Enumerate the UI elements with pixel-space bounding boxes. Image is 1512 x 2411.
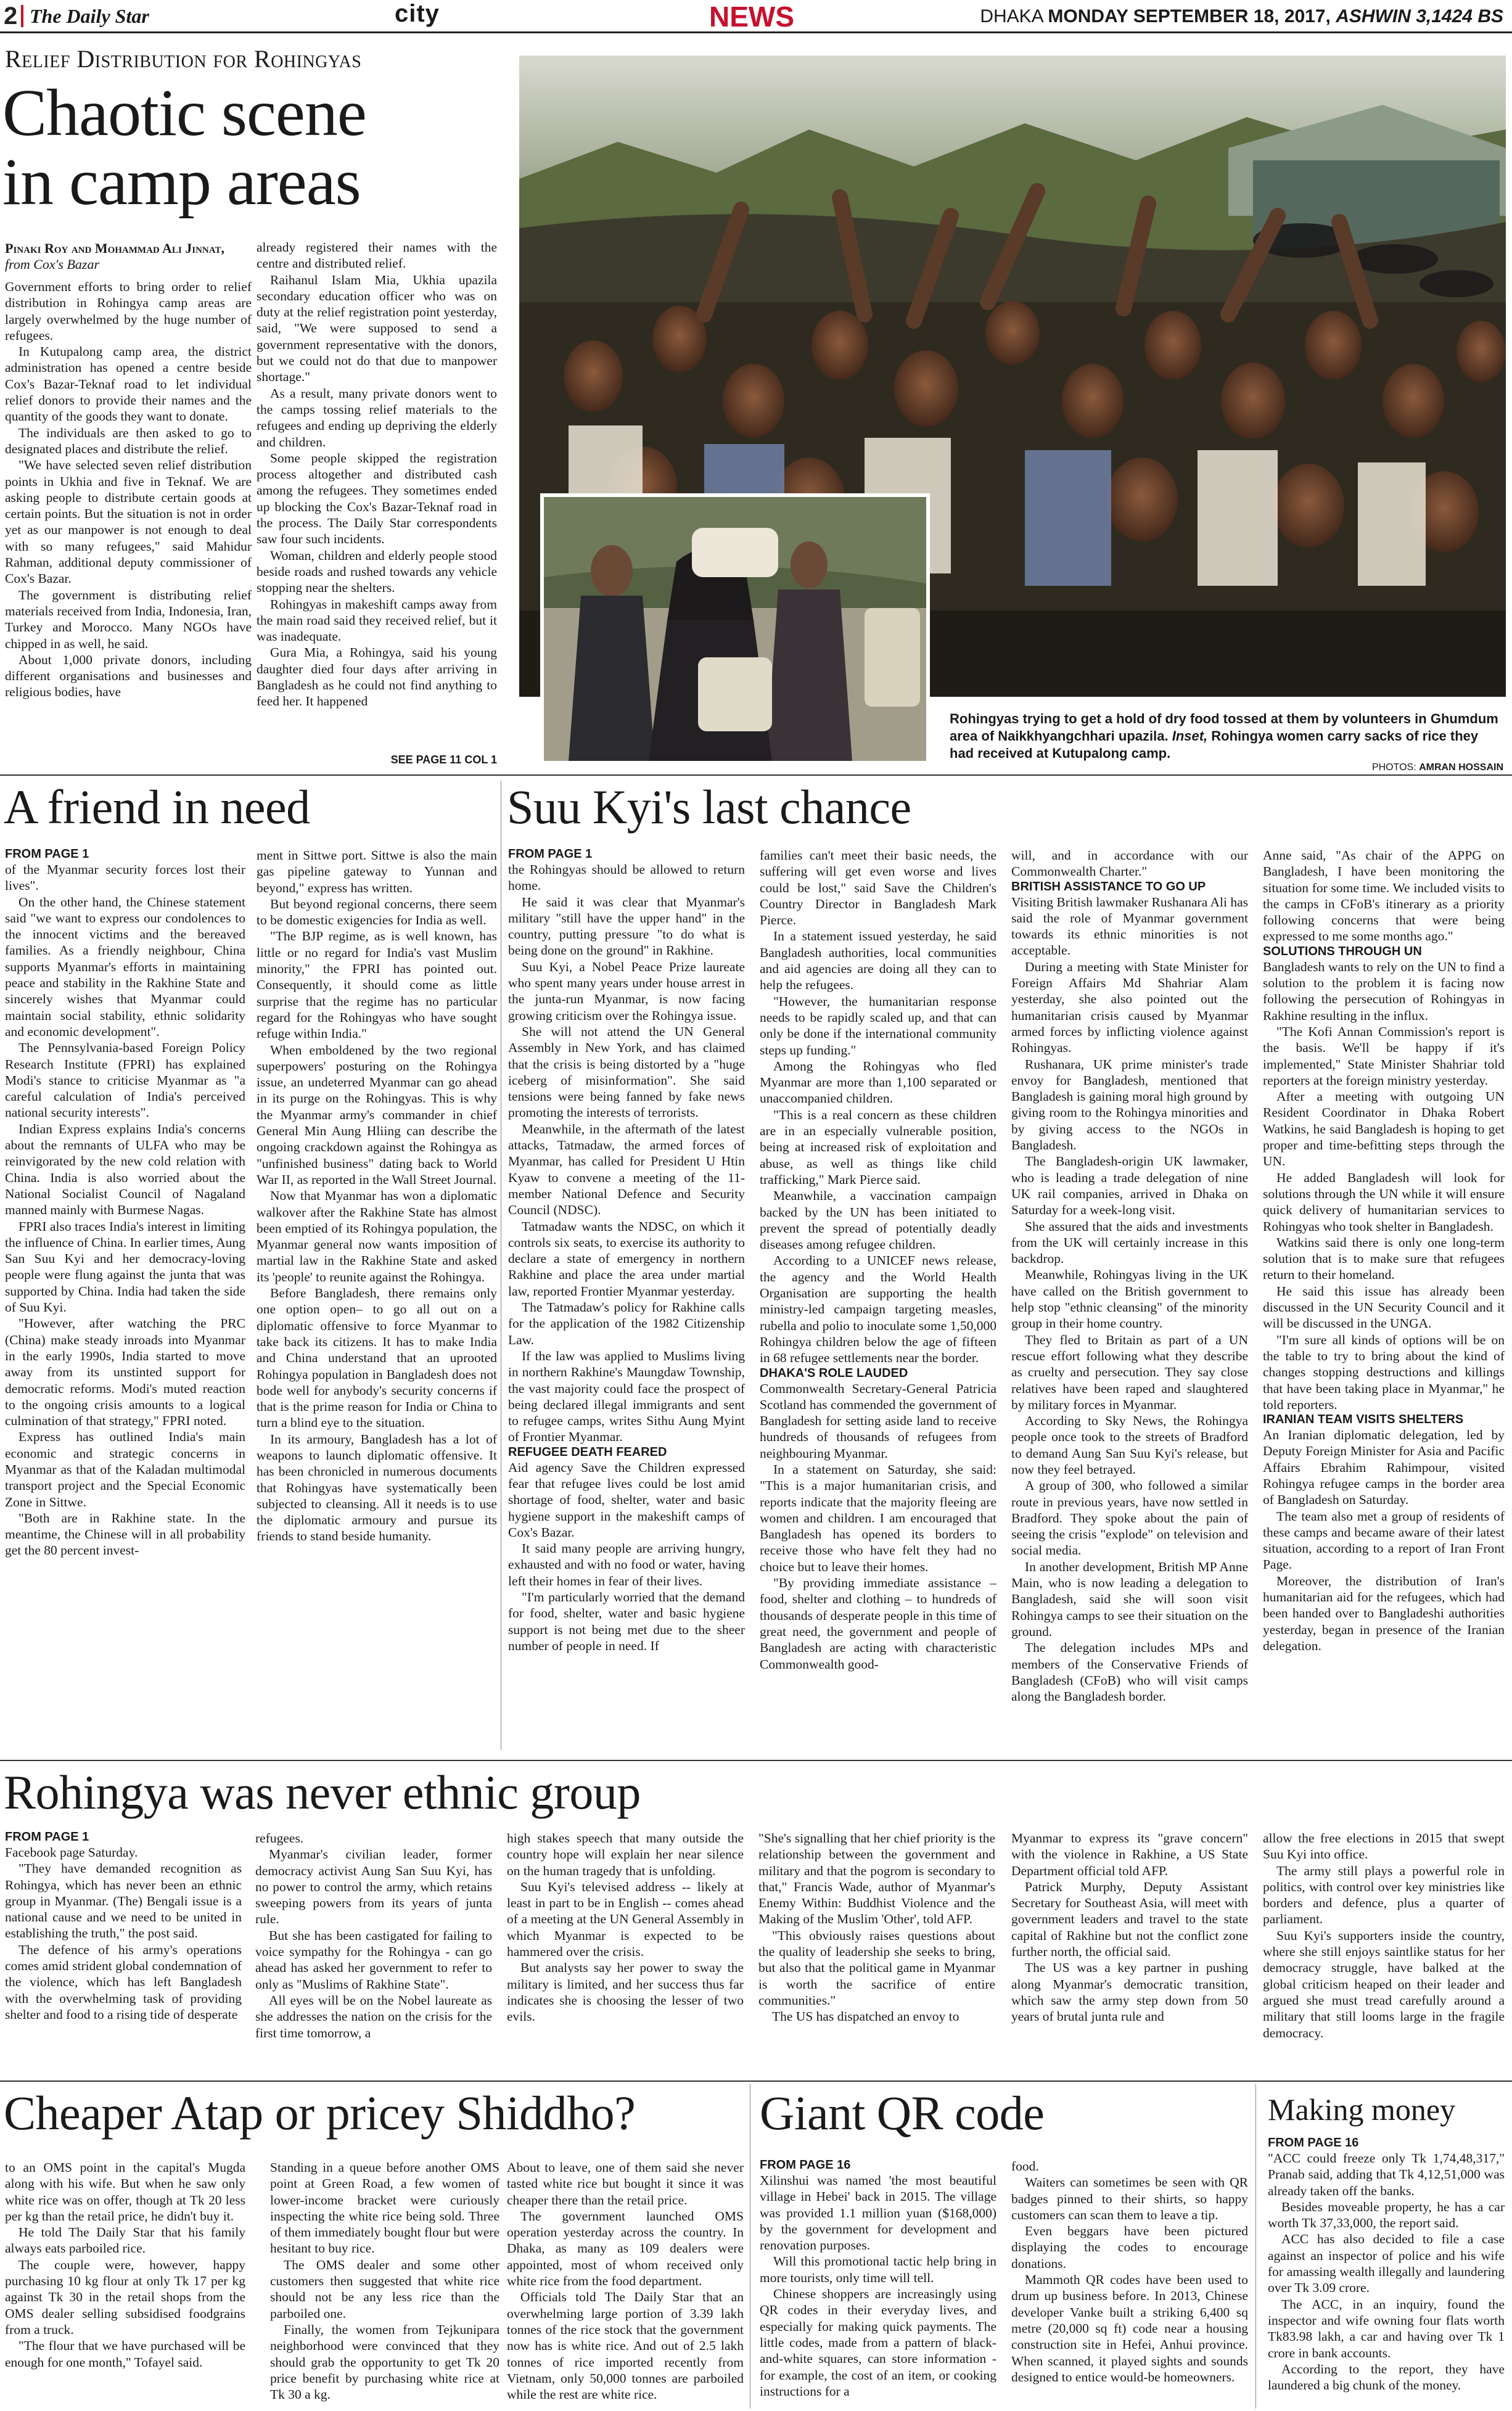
story4-column-1: FROM PAGE 1 Facebook page Saturday. "They have demanded recognition as Rohingya, which has never been an ethnic group in Myanmar. (The) Bengali issue is a national cause and we need to be united in establishing the truth," the post said. The defence of his army's operations comes amid strident global condemnation of the violence, which has left Bangladesh with the overwhelming task of providing shelter and food to a rising tide of desperate bbox=[5, 1830, 242, 2022]
section-label-news: NEWS bbox=[709, 1, 794, 33]
story4-headline: Rohingya was never ethnic group bbox=[4, 1765, 641, 1819]
dateline-city: DHAKA bbox=[980, 6, 1043, 27]
photo-caption: Rohingyas trying to get a hold of dry food tossed at them by volunteers in Ghumdum area of Naikkhyangchhari upazila. Inset, Rohingya women carry sacks of rice they had received at Kutupalong camp. bbox=[950, 711, 1498, 761]
story3-column-4: Anne said, "As chair of the APPG on Bangladesh, I have been monitoring the situation for some time. We included visits to the camps in CFoB's itinerary as a priority following concerns that were being expressed to me some months ago." SOLUTIONS THROUGH UN Bangladesh wants to rely on the UN to find a solution to the problem it is facing now following the persecution of Rohingyas in Rakhine resulting in the influx. "The Kofi Annan Commission's report is the basis. We'll be happy if it's implemented," State Minister Shahriar told reporters at the foreign ministry yesterday. After a meeting with outgoing UN Resident Coordinator in Dhaka Robert Watkins, he said Bangladesh is hoping to get proper and time-befitting steps through the UN. He added Bangladesh will look for solutions through the UN while it will ensure quick delivery of humanitarian services to Rohingyas who took shelter in Bangladesh. Watkins said there is only one long-term solution that is to make sure that refugees return to their homeland. He said this issue has already been discussed in the UN Security Council and it will be discussed in the UNGA. "I'm sure all kinds of options will be on the table to try to bring about the kind of changes stopping destructions and killings that have been taking place in Myanmar," he told reporters. IRANIAN TEAM VISITS SHELTERS An Iranian diplomatic delegation, led by Deputy Foreign Minister for Asia and Pacific Affairs Ebrahim Rahimpour, visited Rohingya refugee camps in the border area of Bangladesh on Saturday. The team also met a group of residents of these camps and became aware of their latest situation, according to a report of Iran Front Page. Moreover, the distribution of Iran's humanitarian aid for the refugees, which had been handed over to Bangladeshi authorities yesterday, began in presence of the Iranian delegation. bbox=[1263, 848, 1505, 1653]
inset-photo-illustration bbox=[544, 497, 926, 761]
story1-column-2: already registered their names with the centre and distributed relief. Raihanul Islam Mia, Ukhia upazila secondary education officer who was on duty at the relief registration point yesterday, said, "We were supposed to send a government representative with the donors, but we could not do that due to manpower shortage." As a result, many private donors went to the camps tossing relief materials to the refugees and ending up depriving the elderly and children. Some people skipped the registration process altogether and distributed cash among the refugees. They sometimes ended up blocking the Cox's Bazar-Teknaf road in the process. The Daily Star correspondents saw four such incidents. Woman, children and elderly people stood beside roads and rushed towards any vehicle stopping near the shelters. Rohingyas in makeshift camps away from the main road said they received relief, but it was inadequate. Gura Mia, a Rohingya, said his young daughter died four days after arriving in Bangladesh as he could not find anything to feed her. It happened bbox=[257, 240, 497, 709]
dateline bbox=[980, 6, 1503, 27]
dateline-bangla: ASHWIN 3,1424 BS bbox=[1336, 6, 1503, 27]
story3-headline: Suu Kyi's last chance bbox=[507, 780, 911, 834]
story1-headline-line2: in camp areas bbox=[2, 146, 361, 219]
story7-headline: Making money bbox=[1268, 2092, 1456, 2127]
story2-column-2: ment in Sittwe port. Sittwe is also the main gas pipeline gateway to Yunnan and beyond," express has written. But beyond regional concerns, there seem to be domestic exigencies for India as well. "The BJP regime, as is well known, has little or no regard for India's vast Muslim minority," the FPRI has pointed out. Consequently, it should come as little surprise that the regime has no particular regard for the Rohingyas who have sought refuge within India." When emboldened by the two regional superpowers' posturing on the Rohingya issue, an undeterred Myanmar can go ahead in its purge on the Rohingyas. This is why the Myanmar army's commander in chief General Min Aung Hliing can describe the ongoing crackdown against the Rohingya as "unfinished business" dating back to World War II, as reported in the Wall Street Journal. Now that Myanmar has won a diplomatic walkover after the Rakhine State has almost been emptied of its Rohingya population, the Myanmar general now wants imposition of martial law in the Rakhine State and asked its 'people' to reunite against the Rohingya. Before Bangladesh, there remains only one option open– to go all out on a diplomatic offensive to force Myanmar to take back its citizens. It has to make India and China understand that an uprooted Rohingya population in Bangladesh does not bode well for anybody's security concerns if that is the prime reason for India or China to turn a blind eye to the situation. In its armoury, Bangladesh has a lot of weapons to launch diplomatic offensive. It has been chronicled in numerous documents that Rohingyas have systematically been subjected to cleansing. All it needs is to use the diplomatic armoury and pursue its friends to stand beside humanity. bbox=[257, 848, 497, 1544]
story4-column-4: "She's signalling that her chief priority is the relationship between the government and military and that the pogrom is secondary to that," Francis Wade, author of Myanmar's Enemy Within: Buddhist Violence and the Making of the Muslim 'Other', told AFP. "This obviously raises questions about the quality of leadership she seeks to bring, but also that the political game in Myanmar is worth the sacrifice of entire communities." The US has dispatched an envoy to bbox=[758, 1831, 995, 2024]
story5-column-3: About to leave, one of them said she never tasted white rice but bought it since it was cheaper there than the retail price. The government launched OMS operation yesterday across the country. In Dhaka, as many as 109 dealers were appointed, most of whom received only white rice from the food department. Officials told The Daily Star that an overwhelming large portion of 3.39 lakh tonnes of the rice stock that the government now has is white rice. And out of 2.5 lakh tonnes of rice imported recently from Vietnam, only 50,000 tonnes are parboiled while the rest are white rice. bbox=[507, 2160, 744, 2402]
story1-kicker: Relief Distribution for Rohingyas bbox=[5, 45, 362, 73]
section-divider bbox=[0, 774, 1512, 776]
masthead bbox=[0, 0, 1512, 33]
column-divider bbox=[1255, 2084, 1256, 2409]
story1-headline-line1: Chaotic scene bbox=[2, 76, 366, 150]
story6-headline: Giant QR code bbox=[760, 2086, 1045, 2140]
story4-column-2: refugees. Myanmar's civilian leader, former democracy activist Aung San Suu Kyi, has no power to control the army, which retains sweeping powers from its years of junta rule. But she has been castigated for failing to voice sympathy for the Rohingya - can go ahead has asked her government to refer to only as "Muslims of Rakhine State". All eyes will be on the Nobel laureate as she addresses the nation on the crisis for the first time tomorrow, a bbox=[255, 1831, 492, 2040]
story5-column-2: Standing in a queue before another OMS point at Green Road, a few women of lower-income bracket were curiously inspecting the white rice being sold. Three of them immediately bought flour but were hesitant to buy rice. The OMS dealer and some other customers then suggested that white rice should not be any less rice than the parboiled one. Finally, the women from Tejkunipara neighborhood were convinced that they should grab the opportunity to get Tk 20 price benefit by purchasing white rice at Tk 30 a kg. bbox=[270, 2160, 499, 2402]
story5-headline: Cheaper Atap or pricey Shiddho? bbox=[4, 2086, 636, 2140]
story1-column-1: Government efforts to bring order to relief distribution in Rohingya camp areas are largely overwhelmed by the huge number of refugees. In Kutupalong camp area, the district administration has opened a centre beside Cox's Bazar-Teknaf road to let individual relief donors to provide their names and the quantity of the goods they want to donate. The individuals are then asked to go to designated places and distribute the relief. "We have selected seven relief distribution points in Ukhia and five in Teknaf. We are asking people to distribute certain goods at certain points. But the situation is not in order yet as our manpower is not enough to deal with so many refugees," said Mahidur Rahman, additional deputy commissioner of Cox's Bazar. The government is distributing relief materials received from India, Indonesia, Iran, Turkey and Morocco. Many NGOs have chipped in as well, he said. About 1,000 private donors, including different organisations and businesses and religious bodies, have bbox=[5, 279, 252, 700]
section-label-city: city bbox=[395, 0, 440, 27]
story6-column-1: FROM PAGE 16 Xilinshui was named 'the most beautiful village in Hebei' back in 2015. The village was provided 1.1 million yuan ($168,000) by the government for development and renovation purposes. Will this promotional tactic help bring in more tourists, only time will tell. Chinese shoppers are increasingly using QR codes in their everyday lives, and especially for making quick payments. The little codes, made from a pattern of black-and-white squares, can store information - for example, the cost of an item, or cooking instructions for a bbox=[760, 2158, 996, 2399]
dateline-date: MONDAY SEPTEMBER 18, 2017, bbox=[1048, 6, 1331, 27]
story5-column-1: to an OMS point in the capital's Mugda along with his wife. But when he saw only white rice was on offer, though at Tk 20 less per kg than the retail price, he didn't buy it. He told The Daily Star that his family always eats parboiled rice. The couple were, however, happy purchasing 10 kg flour at only Tk 17 per kg against Tk 30 in the retail shops from the OMS dealer selling subsidised foodgrains from a truck. "The flour that we have purchased will be enough for one month," Tofayel said. bbox=[5, 2160, 245, 2370]
story6-column-2: food. Waiters can sometimes be seen with QR badges pinned to their shirts, so happy customers can scan them to leave a tip. Even beggars have been pictured displaying the codes to encourage donations. Mammoth QR codes have been used to drum up business before. In 2013, Chinese developer Vanke built a striking 6,400 sq metre (20,000 sq ft) code near a housing construction site in Hefei, Anhui province. When scanned, it played sights and sounds designed to entice would-be homeowners. bbox=[1011, 2159, 1248, 2384]
story4-column-3: high stakes speech that many outside the country hope will explain her near silence on the human tragedy that is unfolding. Suu Kyi's televised address -- likely at least in part to be in English -- comes ahead of a meeting at the UN General Assembly in which Myanmar is expected to be hammered over the crisis. But analysts say her power to sway the military is limited, and her success thus far indicates she is choosing the lesser of two evils. bbox=[507, 1831, 744, 2024]
story4-column-5: Myanmar to express its "grave concern" with the violence in Rakhine, a US State Department official told AFP. Patrick Murphy, Deputy Assistant Secretary for Southeast Asia, will meet with government leaders and travel to the state capital of Rakhine but not the conflict zone further north, the official said. The US was a key partner in pushing along Myanmar's democratic transition, which saw the army step down from 50 years of brutal junta rule and bbox=[1011, 1831, 1248, 2024]
story4-column-6: allow the free elections in 2015 that swept Suu Kyi into office. The army still plays a powerful role in politics, with control over key ministries like borders and defence, plus a quarter of parliament. Suu Kyi's supporters inside the country, where she still enjoys saintlike status for her democracy struggle, have balked at the global criticism heaped on their leader and argued she must tread carefully around a military that still looms large in the fragile democracy. bbox=[1263, 1831, 1505, 2040]
section-divider bbox=[0, 2080, 1512, 2082]
story7-column-1: FROM PAGE 16 "ACC could freeze only Tk 1,74,48,317," Pranab said, adding that Tk 4,12,51,000 was already taken off the banks. Besides moveable property, he has a car worth Tk 37,33,000, the report said. ACC has also decided to file a case against an inspector of police and his wife for amassing wealth illegally and laundering over Tk 3.09 crore. The ACC, in an inquiry, found the inspector and wife owning four flats worth Tk83.98 lakh, a car and having over Tk 1 crore in bank accounts. According to the report, they have laundered a big chunk of the money. bbox=[1268, 2136, 1505, 2393]
story2-headline: A friend in need bbox=[4, 780, 310, 834]
story1-headline bbox=[2, 76, 366, 219]
story2-column-1: FROM PAGE 1 of the Myanmar security forces lost their lives". On the other hand, the Chinese statement said "we want to express our condolences to the innocent victims and the bereaved families. As a friendly neighbour, China supports Myanmar's efforts in maintaining peace and stability in the Rakhine State and sincerely wishes that Myanmar could maintain social stability, ethnic solidarity and economic development". The Pennsylvania-based Foreign Policy Research Institute (FPRI) has explained Modi's stance to criticise Myanmar as "a careful calculation of India's perceived national security interests". Indian Express explains India's concerns about the remnants of ULFA who may be reinvigorated by the new cold relation with China. India is also worried about the National Socialist Council of Nagaland manned mainly with Burmese Nagas. FPRI also traces India's interest in limiting the influence of China. In earlier times, Aung San Suu Kyi and her democracy-loving people were flung against the junta that was supported by China. India had taken the side of Suu Kyi. "However, after watching the PRC (China) make steady inroads into Myanmar in the early 1990s, India started to move away from its unstinted support for democratic reforms. Modi's muted reaction to the ongoing crisis amounts to a logical culmination of that strategy," FPRI noted. Express has outlined India's main economic and strategic concerns in Myanmar as that of the Kaladan multimodal transport project and the Special Economic Zone in Sittwe. "Both are in Rakhine state. In the meantime, the Chinese will in all probability get the 80 percent invest- bbox=[5, 847, 245, 1558]
story1-jump-line: SEE PAGE 11 COL 1 bbox=[390, 754, 497, 766]
news-photo-inset-women bbox=[540, 493, 930, 765]
masthead-divider bbox=[21, 5, 23, 27]
paper-name-logo: The Daily Star bbox=[30, 5, 149, 27]
story1-byline-authors: Pinaki Roy and Mohammad Ali Jinnat, bbox=[5, 240, 224, 256]
story3-column-1: FROM PAGE 1 the Rohingyas should be allowed to return home. He said it was clear that Myanmar's military "still have the upper hand" in the country, putting pressure "to do what is being done on the ground" in Rakhine. Suu Kyi, a Nobel Peace Prize laureate who spent many years under house arrest in the junta-run Myanmar, is now facing growing criticism over the Rohingya issue. She will not attend the UN General Assembly in New York, and has claimed that the crisis is being distorted by a "huge iceberg of misinformation". She said tensions were being fanned by fake news promoting the interests of terrorists. Meanwhile, in the aftermath of the latest attacks, Tatmadaw, the armed forces of Myanmar, has called for President U Htin Kyaw to convene a meeting of the 11-member National Defence and Security Council (NDSC). Tatmadaw wants the NDSC, on which it controls six seats, to exercise its authority to declare a state of emergency in northern Rakhine and place the area under martial law, reported Frontier Myanmar yesterday. The Tatmadaw's policy for Rakhine calls for the application of the 1982 Citizenship Law. If the law was applied to Muslims living in northern Rakhine's Maungdaw Township, the vast majority could face the prospect of being declared illegal immigrants and sent to refugee camps, writes Sithu Aung Myint of Frontier Myanmar. REFUGEE DEATH FEARED Aid agency Save the Children expressed fear that refugee lives could be lost amid shortage of food, shelter, water and basic hygiene support in the makeshift camps of Cox's Bazar. It said many people are arriving hungry, exhausted and with no food or water, having left their homes in fear of their lives. "I'm particularly worried that the demand for food, shelter, water and basic hygiene support is not being met due to the sheer number of people in need. If bbox=[508, 847, 745, 1653]
story3-column-3: will, and in accordance with our Commonwealth Charter." BRITISH ASSISTANCE TO GO UP Visiting British lawmaker Rushanara Ali has said the role of Myanmar government towards its ethnic minorities is not acceptable. During a meeting with State Minister for Foreign Affairs Md Shahriar Alam yesterday, she also pointed out the humanitarian crisis caused by Myanmar armed forces by inflicting violence against Rohingyas. Rushanara, UK prime minister's trade envoy for Bangladesh, mentioned that Bangladesh is gaining moral high ground by giving room to the Rohingya minorities and by giving access to the NGOs in Bangladesh. The Bangladesh-origin UK lawmaker, who is leading a trade delegation of nine UK rail companies, arrived in Dhaka on Saturday for a week-long visit. She assured that the aids and investments from the UK will certainly increase in this backdrop. Meanwhile, Rohingyas living in the UK have called on the British government to help stop "ethnic cleansing" of the minority group in their home country. They fled to Britain as part of a UN rescue effort following what they describe as cruelty and persecution. They say close relatives have been raped and slaughtered by military forces in Myanmar. According to Sky News, the Rohingya people once took to the streets of Bradford to demand Aung San Suu Kyi's release, but now they feel betrayed. A group of 300, who followed a similar route in previous years, have now settled in Bradford. They spoke about the pain of seeing the crisis "explode" on television and social media. In another development, British MP Anne Main, who is now leading a delegation to Bangladesh, said she will soon visit Rohingya camps to see their situation on the ground. The delegation includes MPs and members of the Conservative Friends of Bangladesh (CFoB) who will visit camps along the Bangladesh border. bbox=[1011, 848, 1248, 1704]
story1-byline-place: from Cox's Bazar bbox=[5, 257, 100, 272]
section-divider bbox=[0, 1760, 1512, 1761]
story3-column-2: families can't meet their basic needs, the suffering will get even worse and lives could be lost," said Save the Children's Country Director in Bangladesh Mark Pierce. In a statement issued yesterday, he said Bangladesh authorities, local communities and aid agencies are doing all they can to help the refugees. "However, the humanitarian response needs to be rapidly scaled up, and that can only be done if the international community steps up funding." Among the Rohingyas who fled Myanmar are more than 1,100 separated or unaccompanied children. "This is a real concern as these children are in an especially vulnerable position, being at increased risk of exploitation and abuse, as well as things like child trafficking," Mark Pierce said. Meanwhile, a vaccination campaign backed by the UN has been initiated to prevent the spread of potentially deadly diseases among refugee children. According to a UNICEF news release, the agency and the World Health Organisation are supporting the health ministry-led campaign targeting measles, rubella and polio to inoculate some 1,50,000 Rohingya children below the age of fifteen in 68 refugee settlements near the border. DHAKA'S ROLE LAUDED Commonwealth Secretary-General Patricia Scotland has commended the government of Bangladesh for setting aside land to receive hundreds of thousands of refugees from neighbouring Myanmar. In a statement on Saturday, she said: "This is a major humanitarian crisis, and reports indicate that the majority fleeing are women and children. I am encouraged that Bangladesh has opened its borders to receive those who have felt they had no choice but to leave their homes. "By providing immediate assistance – food, shelter and clothing – to hundreds of thousands of desperate people in this time of great need, the government and people of Bangladesh are acting with characteristic Commonwealth good- bbox=[760, 848, 996, 1672]
page-number: 2 bbox=[4, 2, 18, 30]
story1-byline bbox=[5, 240, 252, 273]
photo-credit: PHOTOS: AMRAN HOSSAIN bbox=[1371, 762, 1503, 773]
